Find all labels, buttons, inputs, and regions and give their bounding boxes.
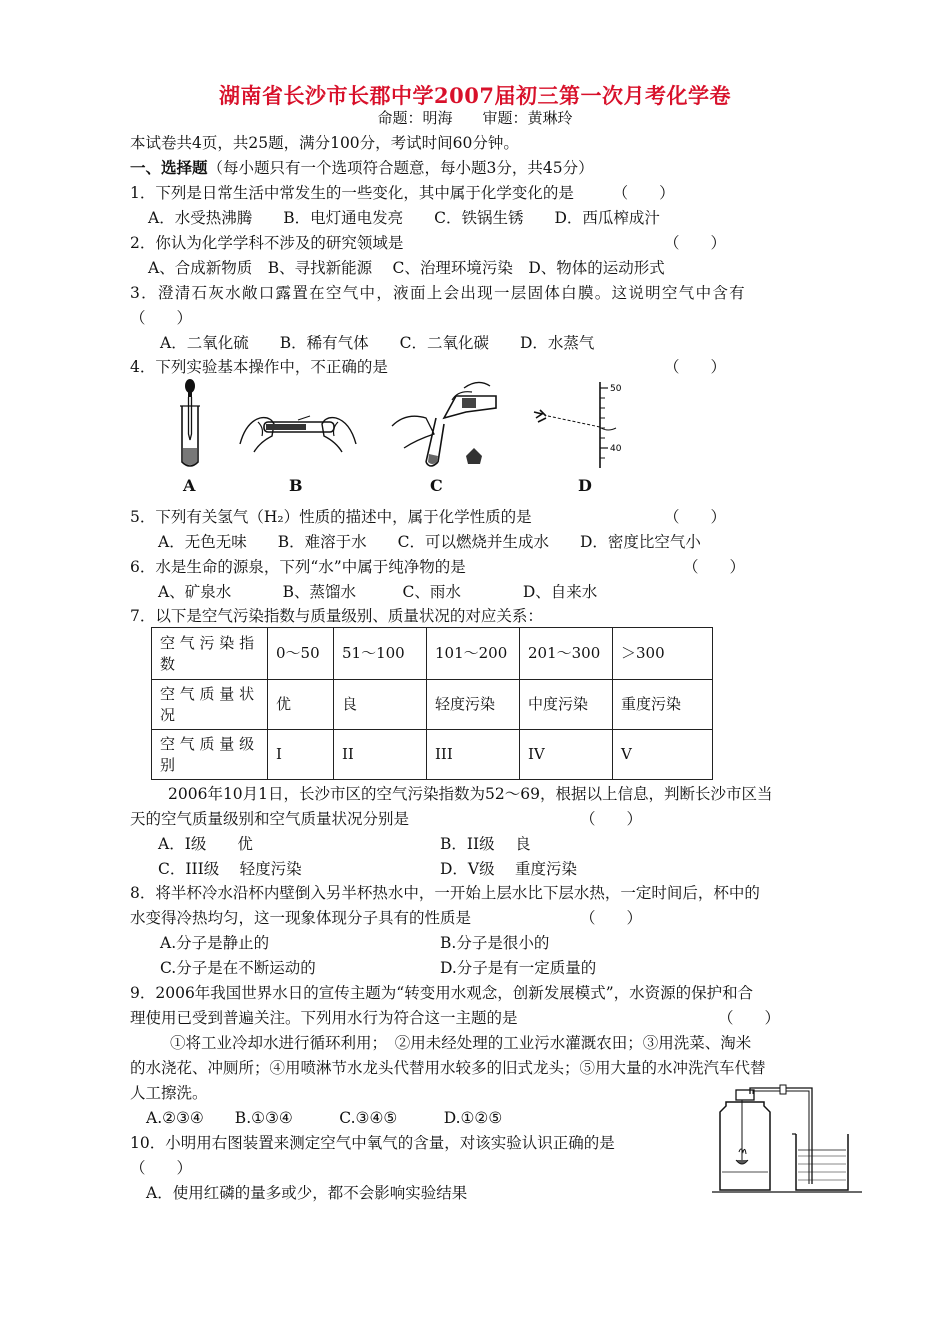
table-cell: 空 气 质 量 状 况 [152,680,268,730]
table-cell: 中度污染 [520,680,613,730]
q6-paren: （ ） [683,558,746,576]
q7-option-b: B．II级 良 [440,835,531,853]
q7-stem: 7．以下是空气污染指数与质量级别、质量状况的对应关系： [130,607,543,625]
table-row [152,628,713,680]
q9-line-1: 9．2006年我国世界水日的宣传主题为“转变用水观念，创新发展模式”，水资源的保护和合 [130,984,754,1002]
table-cell: II [334,730,427,780]
exam-intro: 本试卷共4页，共25题，满分100分，考试时间60分钟。 [130,134,519,152]
figure-label-c: C [430,476,443,495]
table-cell: 51～100 [334,628,427,680]
q8-option-c: C.分子是在不断运动的 [160,959,316,977]
table-cell: V [613,730,713,780]
q8-line-2: 水变得冷热均匀，这一现象体现分子具有的性质是 [130,909,472,927]
table-cell: 0～50 [268,628,334,680]
table-cell: III [427,730,520,780]
table-cell: IV [520,730,613,780]
table-cell: ＞300 [613,628,713,680]
table-row [152,680,713,730]
q10-stem: 10．小明用右图装置来测定空气中氧气的含量，对该实验认识正确的是 [130,1134,615,1152]
q7-option-d: D．V级 重度污染 [440,860,578,878]
table-cell: 良 [334,680,427,730]
q9-line-2: 理使用已受到普遍关注。下列用水行为符合这一主题的是 [130,1009,518,1027]
q10-option-a: A．使用红磷的量多或少，都不会影响实验结果 [146,1184,468,1202]
exam-authors: 命题：明海 审题：黄琳玲 [377,109,573,127]
q9-line-5: 人工擦洗。 [130,1084,208,1102]
figure-c-pouring [386,378,506,472]
q2-options: A、合成新物质 B、寻找新能源 C、治理环境污染 D、物体的运动形式 [148,259,665,277]
figure-oxygen-apparatus [712,1084,862,1196]
air-quality-table [151,627,713,780]
q5-paren: （ ） [664,508,727,526]
exam-title: 湖南省长沙市长郡中学2007届初三第一次月考化学卷 [219,83,731,108]
q6-options: A、矿泉水 B、蒸馏水 C、雨水 D、自来水 [158,583,598,601]
q9-paren: （ ） [718,1009,781,1027]
q8-option-a: A.分子是静止的 [160,934,270,952]
q7-option-c: C．III级 轻度污染 [158,860,302,878]
q5-options: A．无色无味 B．难溶于水 C．可以燃烧并生成水 D．密度比空气小 [158,533,701,551]
figure-b-hands-tube [238,402,358,458]
cylinder-mark-50: 50 [610,384,622,394]
q6-stem: 6．水是生命的源泉，下列“水”中属于纯净物的是 [130,558,466,576]
table-cell: 201～300 [520,628,613,680]
q10-paren: （ ） [130,1159,193,1177]
q9-line-3: ①将工业冷却水进行循环利用； ②用未经处理的工业污水灌溉农田；③用洗菜、淘米 [170,1034,752,1052]
figure-d-reading-cylinder [530,378,630,472]
q8-option-b: B.分子是很小的 [440,934,550,952]
cylinder-mark-40: 40 [610,444,622,454]
table-cell: 重度污染 [613,680,713,730]
q2-paren: （ ） [664,234,727,252]
figure-label-b: B [289,476,303,495]
q1-stem: 1．下列是日常生活中常发生的一些变化，其中属于化学变化的是 （ ） [130,184,675,202]
q3-paren: （ ） [130,309,193,327]
section-title: 一、选择题 [130,158,208,177]
section-heading [130,158,594,178]
q7-paren: （ ） [580,810,643,828]
q7-text-2: 天的空气质量级别和空气质量状况分别是 [130,810,410,828]
q4-paren: （ ） [664,358,727,376]
q3-options: A．二氧化硫 B．稀有气体 C．二氧化碳 D．水蒸气 [160,334,595,352]
q2-stem: 2．你认为化学学科不涉及的研究领域是 [130,234,404,252]
table-cell: 空 气 污 染 指 数 [152,628,268,680]
q1-options: A．水受热沸腾 B．电灯通电发亮 C．铁锅生锈 D．西瓜榨成汁 [148,209,660,227]
table-cell: 轻度污染 [427,680,520,730]
table-cell: 优 [268,680,334,730]
q3-stem: 3．澄清石灰水敞口露置在空气中，液面上会出现一层固体白膜。这说明空气中含有 [130,284,746,302]
q7-option-a: A．I级 优 [158,835,253,853]
q5-stem: 5．下列有关氢气（H₂）性质的描述中，属于化学性质的是 [130,508,532,526]
q7-text-1: 2006年10月1日，长沙市区的空气污染指数为52～69，根据以上信息，判断长沙市区当 [168,785,773,803]
table-cell: I [268,730,334,780]
q8-paren: （ ） [580,909,643,927]
figure-label-a: A [183,476,196,495]
table-cell: 101～200 [427,628,520,680]
q9-options: A.②③④ B.①③④ C.③④⑤ D.①②⑤ [146,1109,503,1127]
q8-option-d: D.分子是有一定质量的 [440,959,597,977]
q8-line-1: 8．将半杯冷水沿杯内壁倒入另半杯热水中，一开始上层水比下层水热，一定时间后，杯中的 [130,884,760,902]
figure-a-dropper [172,378,208,472]
q9-line-4: 的水浇花、冲厕所；④用喷淋节水龙头代替用水较多的旧式龙头；⑤用大量的水冲洗汽车代替 [130,1059,766,1077]
q4-stem: 4．下列实验基本操作中，不正确的是 [130,358,388,376]
section-note: （每小题只有一个选项符合题意，每小题3分，共45分） [207,159,594,177]
figure-label-d: D [578,476,592,495]
table-row [152,730,713,780]
table-cell: 空 气 质 量 级 别 [152,730,268,780]
